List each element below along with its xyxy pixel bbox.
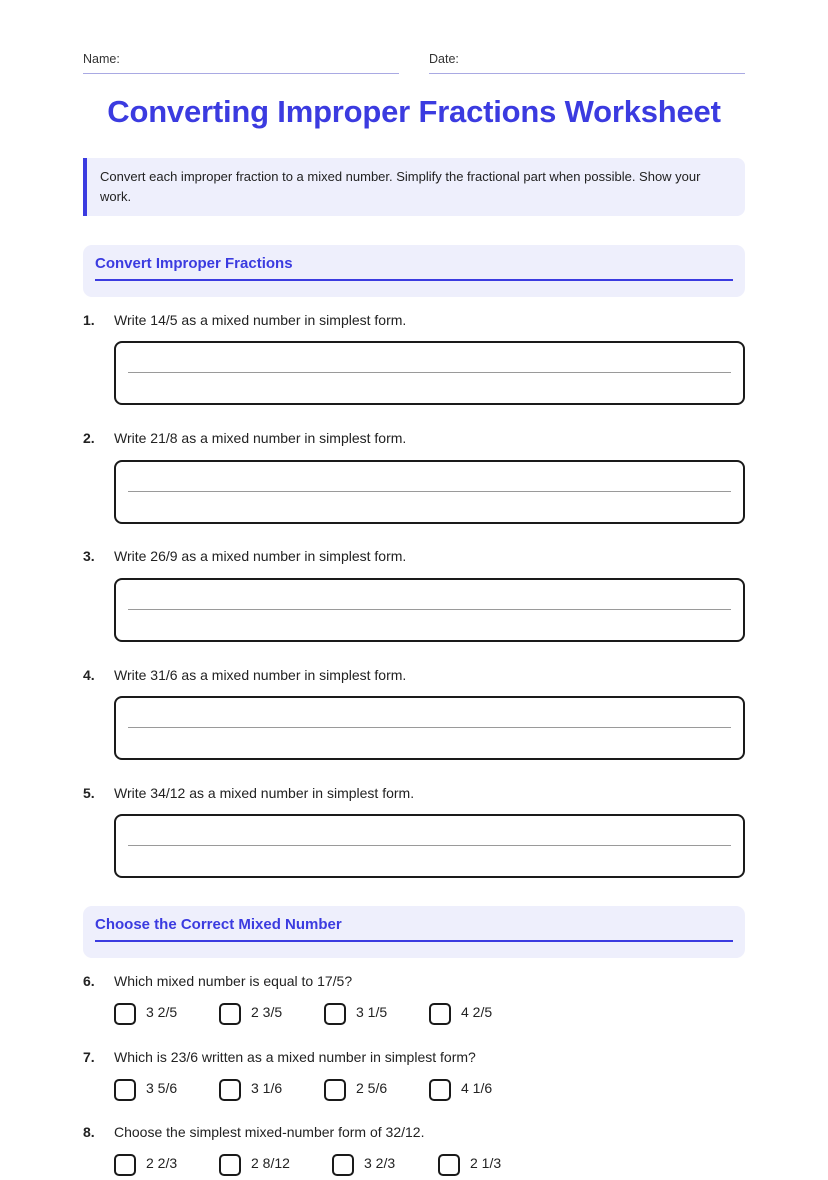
question-number: 7. [83, 1049, 95, 1065]
option-label: 3 1/5 [356, 1004, 388, 1020]
checkbox[interactable] [219, 1079, 241, 1101]
option-label: 3 2/3 [364, 1155, 396, 1171]
options-8 [114, 1154, 745, 1180]
option-label: 2 2/3 [146, 1155, 178, 1171]
page-title: Converting Improper Fractions Worksheet [107, 94, 721, 129]
option-label: 3 2/5 [146, 1004, 178, 1020]
answer-box-3[interactable] [114, 578, 745, 642]
answer-line [128, 372, 731, 373]
section-header-convert [83, 245, 745, 297]
question-number: 8. [83, 1124, 95, 1140]
checkbox[interactable] [114, 1003, 136, 1025]
answer-box-2[interactable] [114, 460, 745, 524]
date-field[interactable] [429, 52, 745, 74]
date-label: Date: [429, 52, 459, 66]
answer-box-1[interactable] [114, 341, 745, 405]
checkbox[interactable] [114, 1154, 136, 1176]
question-text: Which is 23/6 written as a mixed number in simplest form? [114, 1049, 476, 1065]
option-label: 2 1/3 [470, 1155, 502, 1171]
question-text: Write 34/12 as a mixed number in simplest form. [114, 785, 415, 801]
checkbox[interactable] [219, 1003, 241, 1025]
checkbox[interactable] [324, 1079, 346, 1101]
answer-line [128, 727, 731, 728]
instructions-box: Convert each improper fraction to a mixed number. Simplify the fractional part when possible. Show your work. [83, 158, 745, 216]
question-number: 6. [83, 973, 95, 989]
checkbox[interactable] [429, 1079, 451, 1101]
section-header-choose [83, 906, 745, 958]
options-7 [114, 1079, 745, 1105]
checkbox[interactable] [332, 1154, 354, 1176]
answer-box-4[interactable] [114, 696, 745, 760]
name-label: Name: [83, 52, 120, 66]
header-row [83, 52, 745, 74]
question-text: Write 26/9 as a mixed number in simplest form. [114, 548, 407, 564]
checkbox[interactable] [429, 1003, 451, 1025]
answer-line [128, 609, 731, 610]
option-label: 4 2/5 [461, 1004, 493, 1020]
question-number: 4. [83, 667, 95, 683]
checkbox[interactable] [324, 1003, 346, 1025]
option-label: 2 8/12 [251, 1155, 290, 1171]
checkbox[interactable] [438, 1154, 460, 1176]
question-number: 3. [83, 548, 95, 564]
question-number: 5. [83, 785, 95, 801]
option-label: 4 1/6 [461, 1080, 493, 1096]
checkbox[interactable] [114, 1079, 136, 1101]
section-title: Convert Improper Fractions [95, 255, 733, 281]
option-label: 2 5/6 [356, 1080, 388, 1096]
answer-box-5[interactable] [114, 814, 745, 878]
question-number: 1. [83, 312, 95, 328]
question-text: Choose the simplest mixed-number form of 32/12. [114, 1124, 425, 1140]
question-text: Write 31/6 as a mixed number in simplest form. [114, 667, 407, 683]
option-label: 2 3/5 [251, 1004, 283, 1020]
answer-line [128, 491, 731, 492]
answer-line [128, 845, 731, 846]
question-text: Write 14/5 as a mixed number in simplest form. [114, 312, 407, 328]
section-title: Choose the Correct Mixed Number [95, 916, 733, 942]
options-6 [114, 1003, 745, 1029]
question-number: 2. [83, 430, 95, 446]
question-text: Which mixed number is equal to 17/5? [114, 973, 353, 989]
option-label: 3 1/6 [251, 1080, 283, 1096]
checkbox[interactable] [219, 1154, 241, 1176]
name-field[interactable] [83, 52, 399, 74]
question-text: Write 21/8 as a mixed number in simplest form. [114, 430, 407, 446]
option-label: 3 5/6 [146, 1080, 178, 1096]
